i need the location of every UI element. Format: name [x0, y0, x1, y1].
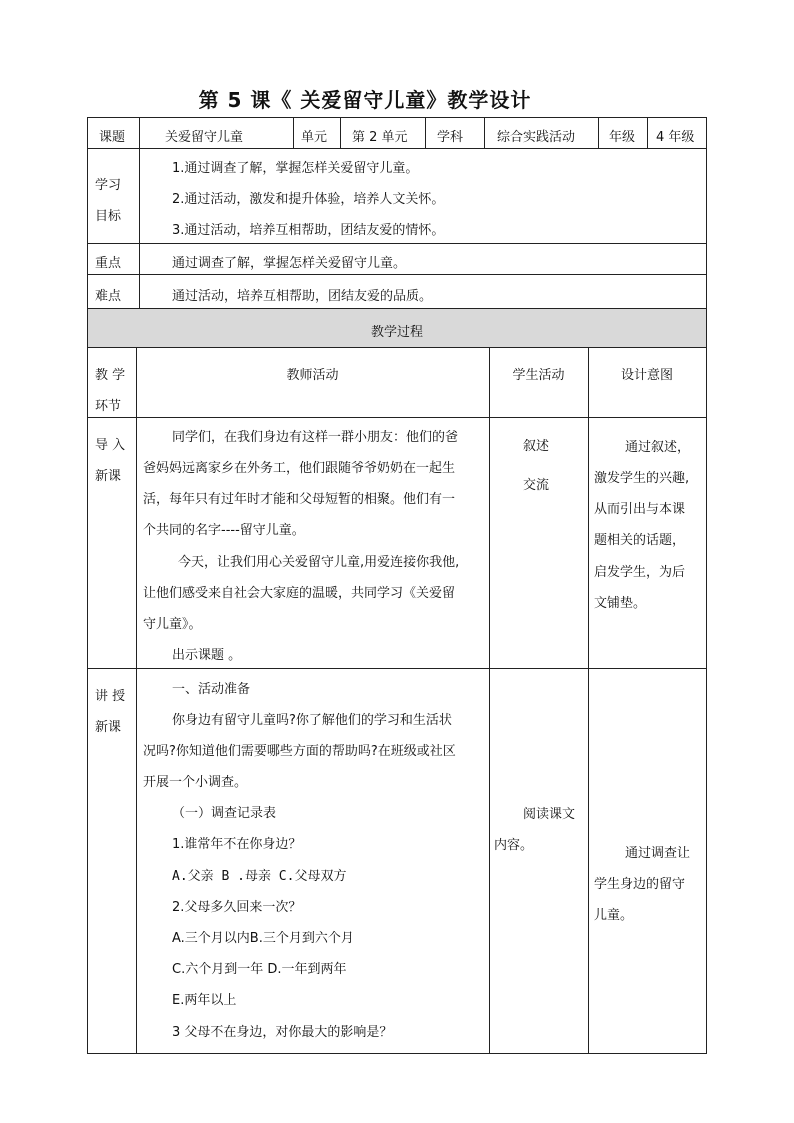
goal-item: 1.通过调查了解，掌握怎样关爱留守儿童。 [172, 161, 419, 176]
col-stage-1: 教 学 [95, 368, 126, 383]
intro-design-line: 激发学生的兴趣, [594, 471, 690, 486]
lecture-student-line: 内容。 [494, 838, 534, 853]
subject-label: 学科 [437, 130, 464, 145]
difficulty-label: 难点 [95, 289, 122, 304]
subject-value: 综合实践活动 [497, 130, 576, 145]
unit-label: 单元 [301, 130, 328, 145]
intro-design-line: 通过叙述， [625, 440, 691, 455]
lecture-teacher-line: E.两年以上 [172, 993, 237, 1008]
difficulty-text: 通过活动，培养互相帮助，团结友爱的品质。 [172, 289, 433, 304]
process-header: 教学过程 [370, 325, 423, 340]
key-point-label: 重点 [95, 256, 122, 271]
intro-design-line: 启发学生，为后 [594, 565, 686, 580]
key-point-text: 通过调查了解，掌握怎样关爱留守儿童。 [172, 256, 407, 271]
grade-label: 年级 [609, 130, 636, 145]
intro-teacher-line: 同学们，在我们身边有这样一群小朋友：他们的爸 [172, 430, 459, 445]
lecture-teacher-line: 你身边有留守儿童吗?你了解他们的学习和生活状 [172, 713, 452, 728]
lecture-teacher-line: A.父亲 B .母亲 C.父母双方 [172, 869, 347, 884]
col-stage-2: 环节 [95, 399, 122, 414]
intro-teacher-line: 守儿童》。 [143, 617, 202, 632]
lecture-stage-1: 讲 授 [95, 689, 126, 704]
lecture-teacher-line: 况吗?你知道他们需要哪些方面的帮助吗?在班级或社区 [143, 744, 456, 759]
lecture-design-line: 通过调查让 [625, 846, 691, 861]
lecture-teacher-line: 3 父母不在身边，对你最大的影响是？ [172, 1025, 393, 1040]
intro-teacher-line: 爸妈妈远离家乡在外务工，他们跟随爷爷奶奶在一起生 [143, 461, 456, 476]
intro-teacher-line: 今天，让我们用心关爱留守儿童,用爱连接你我他, [178, 555, 460, 570]
intro-stage-2: 新课 [95, 469, 122, 484]
unit-value: 第 2 单元 [352, 130, 408, 145]
lecture-teacher-line: A.三个月以内B.三个月到六个月 [172, 931, 354, 946]
lecture-teacher-line: 1.谁常年不在你身边？ [172, 837, 302, 852]
lecture-stage-2: 新课 [95, 720, 122, 735]
col-student: 学生活动 [512, 368, 565, 383]
grade-value: 4 年级 [656, 130, 695, 145]
lecture-design-line: 学生身边的留守 [594, 877, 686, 892]
intro-stage-1: 导 入 [95, 438, 126, 453]
lecture-student-line: 阅读课文 [523, 807, 576, 822]
lecture-teacher-line: 一、活动准备 [172, 682, 251, 697]
intro-teacher-line: 活，每年只有过年时才能和父母短暂的相聚。他们有一 [143, 492, 456, 507]
intro-design-line: 题相关的话题， [594, 533, 686, 548]
lecture-design-line: 儿童。 [594, 908, 634, 923]
page-title: 第 5 课《 关爱留守儿童》教学设计 [198, 88, 532, 112]
col-design: 设计意图 [620, 368, 673, 383]
lecture-teacher-line: （一）调查记录表 [172, 806, 277, 821]
col-teacher: 教师活动 [286, 368, 339, 383]
topic-label: 课题 [99, 130, 126, 145]
goals-label-2: 目标 [95, 209, 122, 224]
goal-item: 2.通过活动，激发和提升体验，培养人文关怀。 [172, 192, 445, 207]
goals-label-1: 学习 [95, 178, 122, 193]
intro-student-line: 叙述 [523, 439, 550, 454]
intro-design-line: 文铺垫。 [594, 596, 647, 611]
intro-teacher-line: 出示课题 。 [172, 648, 242, 663]
intro-student-line: 交流 [523, 478, 550, 493]
topic-value: 关爱留守儿童 [165, 130, 244, 145]
lecture-teacher-line: 开展一个小调查。 [143, 775, 248, 790]
intro-design-line: 从而引出与本课 [594, 502, 686, 517]
lecture-teacher-line: 2.父母多久回来一次？ [172, 900, 302, 915]
intro-teacher-line: 个共同的名字----留守儿童。 [143, 523, 305, 538]
intro-teacher-line: 让他们感受来自社会大家庭的温暖，共同学习《关爱留 [143, 586, 456, 601]
lecture-teacher-line: C.六个月到一年 D.一年到两年 [172, 962, 347, 977]
goal-item: 3.通过活动，培养互相帮助，团结友爱的情怀。 [172, 223, 445, 238]
